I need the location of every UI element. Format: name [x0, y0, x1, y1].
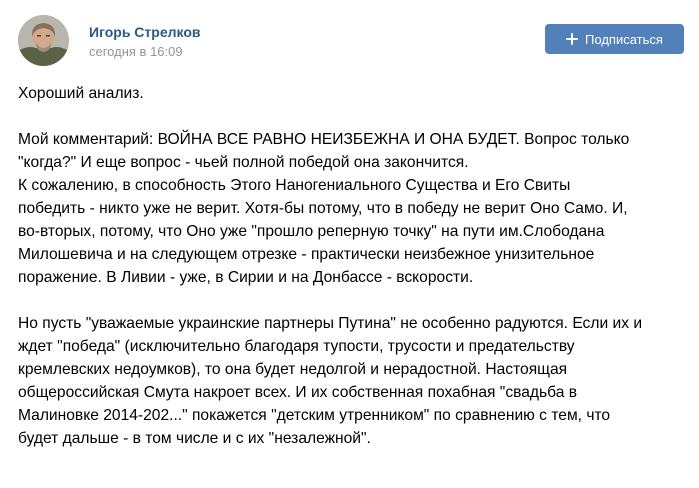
paragraph-gap	[18, 105, 690, 128]
post-line: Хороший анализ.	[18, 85, 144, 102]
post-line: кремлевских недоумков), то она будет недолгой и нерадостной. Настоящая	[18, 361, 568, 378]
author-name-link[interactable]: Игорь Стрелков	[89, 24, 201, 40]
post-line: Милошевича и на следующем отрезке - практически неизбежное унизительное	[18, 246, 595, 263]
paragraph-gap	[18, 289, 690, 312]
post-line: Мой комментарий: ВОЙНА ВСЕ РАВНО НЕИЗБЕЖНА И ОНА БУДЕТ. Вопрос только	[18, 131, 630, 148]
user-photo-icon	[18, 15, 69, 66]
author-avatar[interactable]	[18, 15, 69, 66]
subscribe-label: Подписаться	[585, 31, 663, 47]
post-text	[18, 82, 690, 450]
post-line: победить - никто уже не верит. Хотя-бы потому, что в победу не верит Оно Само. И,	[18, 200, 628, 217]
post-timestamp[interactable]: сегодня в 16:09	[89, 44, 183, 59]
post-line: будет дальше - в том числе и с их "незалежной".	[18, 430, 371, 447]
post-line: поражение. В Ливии - уже, в Сирии и на Донбассе - вскорости.	[18, 269, 474, 286]
post-line: К сожалению, в способность Этого Наногениального Существа и Его Свиты	[18, 177, 571, 194]
post-line: "когда?" И еще вопрос - чьей полной победой она закончится.	[18, 154, 469, 171]
post-line: ждет "победа" (исключительно благодаря тупости, трусости и предательству	[18, 338, 575, 355]
post-line: Малиновке 2014-202..." покажется "детским утренником" по сравнению с тем, что	[18, 407, 611, 424]
post-line: общероссийская Смута накроет всех. И их собственная похабная "свадьба в	[18, 384, 578, 401]
post-line: Но пусть "уважаемые украинские партнеры Путина" не особенно радуются. Если их и	[18, 315, 643, 332]
subscribe-button[interactable]	[545, 24, 684, 54]
post-line: во-вторых, потому, что Оно уже "прошло реперную точку" на пути им.Слободана	[18, 223, 605, 240]
plus-icon	[566, 33, 578, 45]
